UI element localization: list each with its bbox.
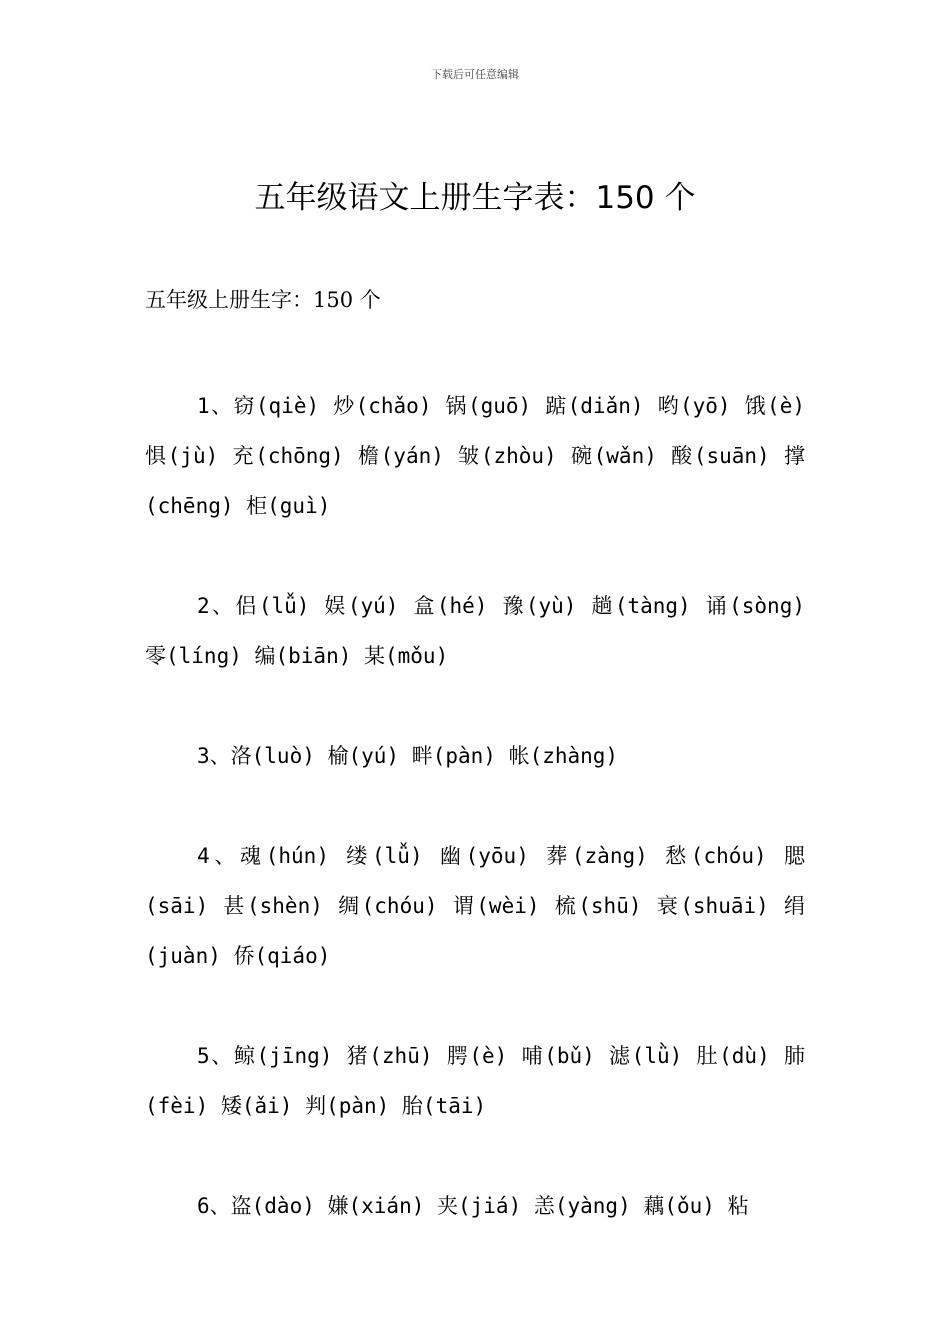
list-item: 1、窃(qiè) 炒(chǎo) 锅(guō) 踮(diǎn) 哟(yō) 饿(è) 惧(jù) 充(chōng) 檐(yán) 皱(zhòu) 碗(wǎn) 酸(suān) 撑(chēng) 柜(guì)	[145, 394, 805, 518]
spacer	[145, 981, 805, 1031]
list-item: 4、魂(hún) 缕(lǚ) 幽(yōu) 葬(zàng) 愁(chóu) 腮(sāi) 甚(shèn) 绸(chóu) 谓(wèi) 梳(shū) 衰(shuāi) 绢(juàn) 侨(qiáo)	[145, 844, 805, 968]
spacer	[145, 1131, 805, 1181]
intro-line: 五年级上册生字：150 个	[145, 288, 381, 312]
spacer	[145, 781, 805, 831]
document-body	[145, 281, 805, 1231]
header-note: 下载后可任意编辑	[431, 68, 519, 81]
list-item: 5、鲸(jīng) 猪(zhū) 腭(è) 哺(bǔ) 滤(lǜ) 肚(dù) 肺(fèi) 矮(ǎi) 判(pàn) 胎(tāi)	[145, 1044, 805, 1118]
list-item: 2、侣(lǚ) 娱(yú) 盒(hé) 豫(yù) 趟(tàng) 诵(sòng) 零(líng) 编(biān) 某(mǒu)	[145, 594, 805, 668]
spacer	[145, 319, 805, 381]
spacer	[145, 681, 805, 731]
list-item: 3、洛(luò) 榆(yú) 畔(pàn) 帐(zhàng)	[197, 744, 619, 768]
list-item: 6、盗(dào) 嫌(xián) 夹(jiá) 恙(yàng) 藕(ǒu) 粘	[197, 1194, 749, 1218]
spacer	[145, 531, 805, 581]
page-title: 五年级语文上册生字表：150 个	[254, 180, 696, 216]
